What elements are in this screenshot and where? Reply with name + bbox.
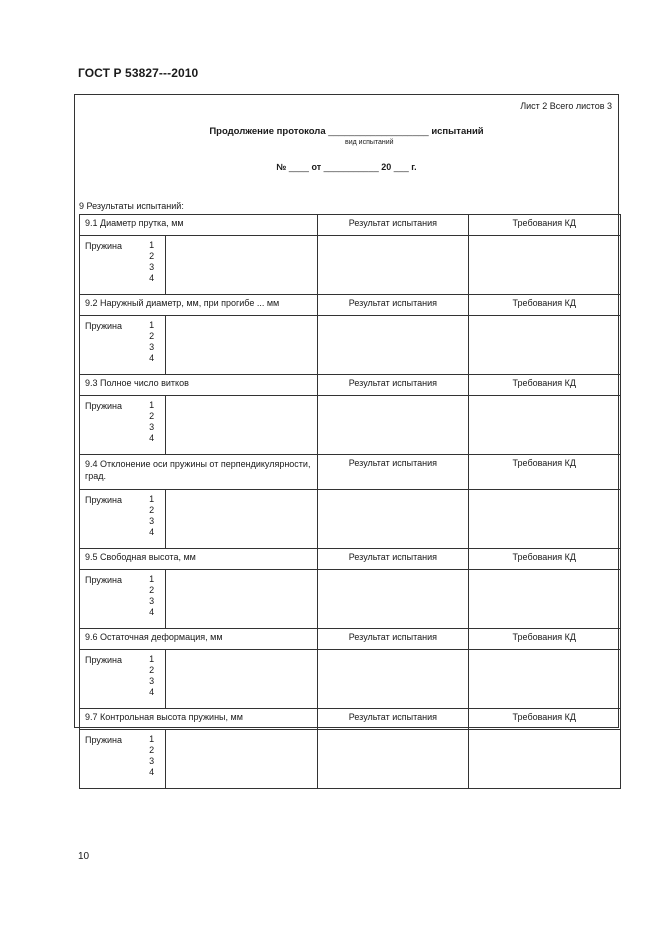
result-column-header: Результат испытания	[318, 375, 468, 396]
sample-number: 2	[149, 745, 155, 755]
sample-number: 4	[149, 433, 155, 443]
section-title: 9.6 Остаточная деформация, мм	[80, 629, 318, 650]
result-column-header: Результат испытания	[318, 629, 468, 650]
section-body-row	[80, 650, 621, 709]
spring-label: Пружина	[80, 650, 142, 709]
sample-numbers	[141, 316, 165, 375]
sample-number: 1	[149, 240, 155, 250]
section-header-row	[80, 709, 621, 730]
section-title: 9.7 Контрольная высота пружины, мм	[80, 709, 318, 730]
sample-numbers	[141, 396, 165, 455]
title-subscript: вид испытаний	[345, 139, 394, 146]
value-cell	[165, 650, 317, 709]
sheet-info: Лист 2 Всего листов 3	[520, 101, 612, 111]
sample-number: 4	[149, 607, 155, 617]
section-title: 9.1 Диаметр прутка, мм	[80, 215, 318, 236]
requirements-column-header: Требования КД	[468, 375, 620, 396]
date-blank: ___________	[323, 162, 379, 172]
requirements-cell	[468, 316, 620, 375]
value-cell	[165, 570, 317, 629]
requirements-cell	[468, 650, 620, 709]
requirements-column-header: Требования КД	[468, 295, 620, 316]
section-header-row	[80, 629, 621, 650]
sample-number: 4	[149, 687, 155, 697]
result-column-header: Результат испытания	[318, 455, 468, 490]
sample-number: 1	[149, 574, 155, 584]
result-cell	[318, 490, 468, 549]
sample-numbers	[141, 730, 165, 789]
section-header-row	[80, 375, 621, 396]
requirements-column-header: Требования КД	[468, 709, 620, 730]
section-heading: 9 Результаты испытаний:	[79, 201, 184, 211]
section-title: 9.3 Полное число витков	[80, 375, 318, 396]
requirements-cell	[468, 396, 620, 455]
sample-number: 3	[149, 262, 155, 272]
section-body-row	[80, 236, 621, 295]
requirements-cell	[468, 730, 620, 789]
sample-number: 1	[149, 734, 155, 744]
number-prefix: №	[276, 162, 287, 172]
section-body-row	[80, 570, 621, 629]
section-title: 9.4 Отклонение оси пружины от перпендикулярности, град.	[80, 455, 318, 490]
result-cell	[318, 236, 468, 295]
result-cell	[318, 650, 468, 709]
value-cell	[165, 316, 317, 375]
section-body-row	[80, 316, 621, 375]
sample-number: 2	[149, 411, 155, 421]
section-header-row	[80, 295, 621, 316]
sample-number: 1	[149, 320, 155, 330]
sample-number: 3	[149, 596, 155, 606]
sample-numbers	[141, 490, 165, 549]
sample-number: 1	[149, 654, 155, 664]
sample-numbers	[141, 236, 165, 295]
section-header-row	[80, 455, 621, 490]
sample-number: 2	[149, 331, 155, 341]
value-cell	[165, 490, 317, 549]
year-suffix: г.	[411, 162, 417, 172]
requirements-column-header: Требования КД	[468, 549, 620, 570]
year-prefix: 20	[381, 162, 392, 172]
sample-number: 2	[149, 665, 155, 675]
requirements-cell	[468, 490, 620, 549]
sample-number: 2	[149, 505, 155, 515]
requirements-column-header: Требования КД	[468, 455, 620, 490]
result-cell	[318, 570, 468, 629]
sample-number: 2	[149, 585, 155, 595]
value-cell	[165, 730, 317, 789]
sample-number: 1	[149, 400, 155, 410]
page-number: 10	[78, 851, 90, 862]
sample-number: 3	[149, 756, 155, 766]
section-title: 9.2 Наружный диаметр, мм, при прогибе ... мм	[80, 295, 318, 316]
spring-label: Пружина	[80, 316, 142, 375]
protocol-number-line	[75, 162, 618, 172]
sample-number: 3	[149, 422, 155, 432]
value-cell	[165, 236, 317, 295]
number-blank: ____	[288, 162, 309, 172]
sample-number: 1	[149, 494, 155, 504]
date-prefix: от	[311, 162, 322, 172]
spring-label: Пружина	[80, 490, 142, 549]
spring-label: Пружина	[80, 396, 142, 455]
requirements-column-header: Требования КД	[468, 629, 620, 650]
sample-number: 4	[149, 527, 155, 537]
sample-number: 4	[149, 767, 155, 777]
result-column-header: Результат испытания	[318, 709, 468, 730]
spring-label: Пружина	[80, 570, 142, 629]
result-cell	[318, 316, 468, 375]
protocol-title	[75, 126, 618, 137]
section-body-row	[80, 490, 621, 549]
result-cell	[318, 730, 468, 789]
spring-label: Пружина	[80, 236, 142, 295]
title-prefix: Продолжение протокола	[209, 126, 326, 137]
section-header-row	[80, 549, 621, 570]
document-code: ГОСТ Р 53827---2010	[78, 66, 199, 80]
protocol-frame	[74, 94, 619, 777]
result-cell	[318, 396, 468, 455]
sample-numbers	[141, 570, 165, 629]
result-column-header: Результат испытания	[318, 215, 468, 236]
results-table	[79, 214, 621, 789]
section-title: 9.5 Свободная высота, мм	[80, 549, 318, 570]
requirements-cell	[468, 570, 620, 629]
result-column-header: Результат испытания	[318, 295, 468, 316]
year-blank: ___	[393, 162, 409, 172]
sample-numbers	[141, 650, 165, 709]
section-header-row	[80, 215, 621, 236]
sample-number: 3	[149, 676, 155, 686]
sample-number: 3	[149, 516, 155, 526]
section-body-row	[80, 396, 621, 455]
sample-number: 4	[149, 273, 155, 283]
value-cell	[165, 396, 317, 455]
spring-label: Пружина	[80, 730, 142, 789]
requirements-cell	[468, 236, 620, 295]
title-suffix: испытаний	[431, 126, 484, 137]
section-body-row	[80, 730, 621, 789]
sample-number: 4	[149, 353, 155, 363]
sample-number: 2	[149, 251, 155, 261]
title-blank: ___________________	[328, 126, 429, 137]
requirements-column-header: Требования КД	[468, 215, 620, 236]
sample-number: 3	[149, 342, 155, 352]
result-column-header: Результат испытания	[318, 549, 468, 570]
